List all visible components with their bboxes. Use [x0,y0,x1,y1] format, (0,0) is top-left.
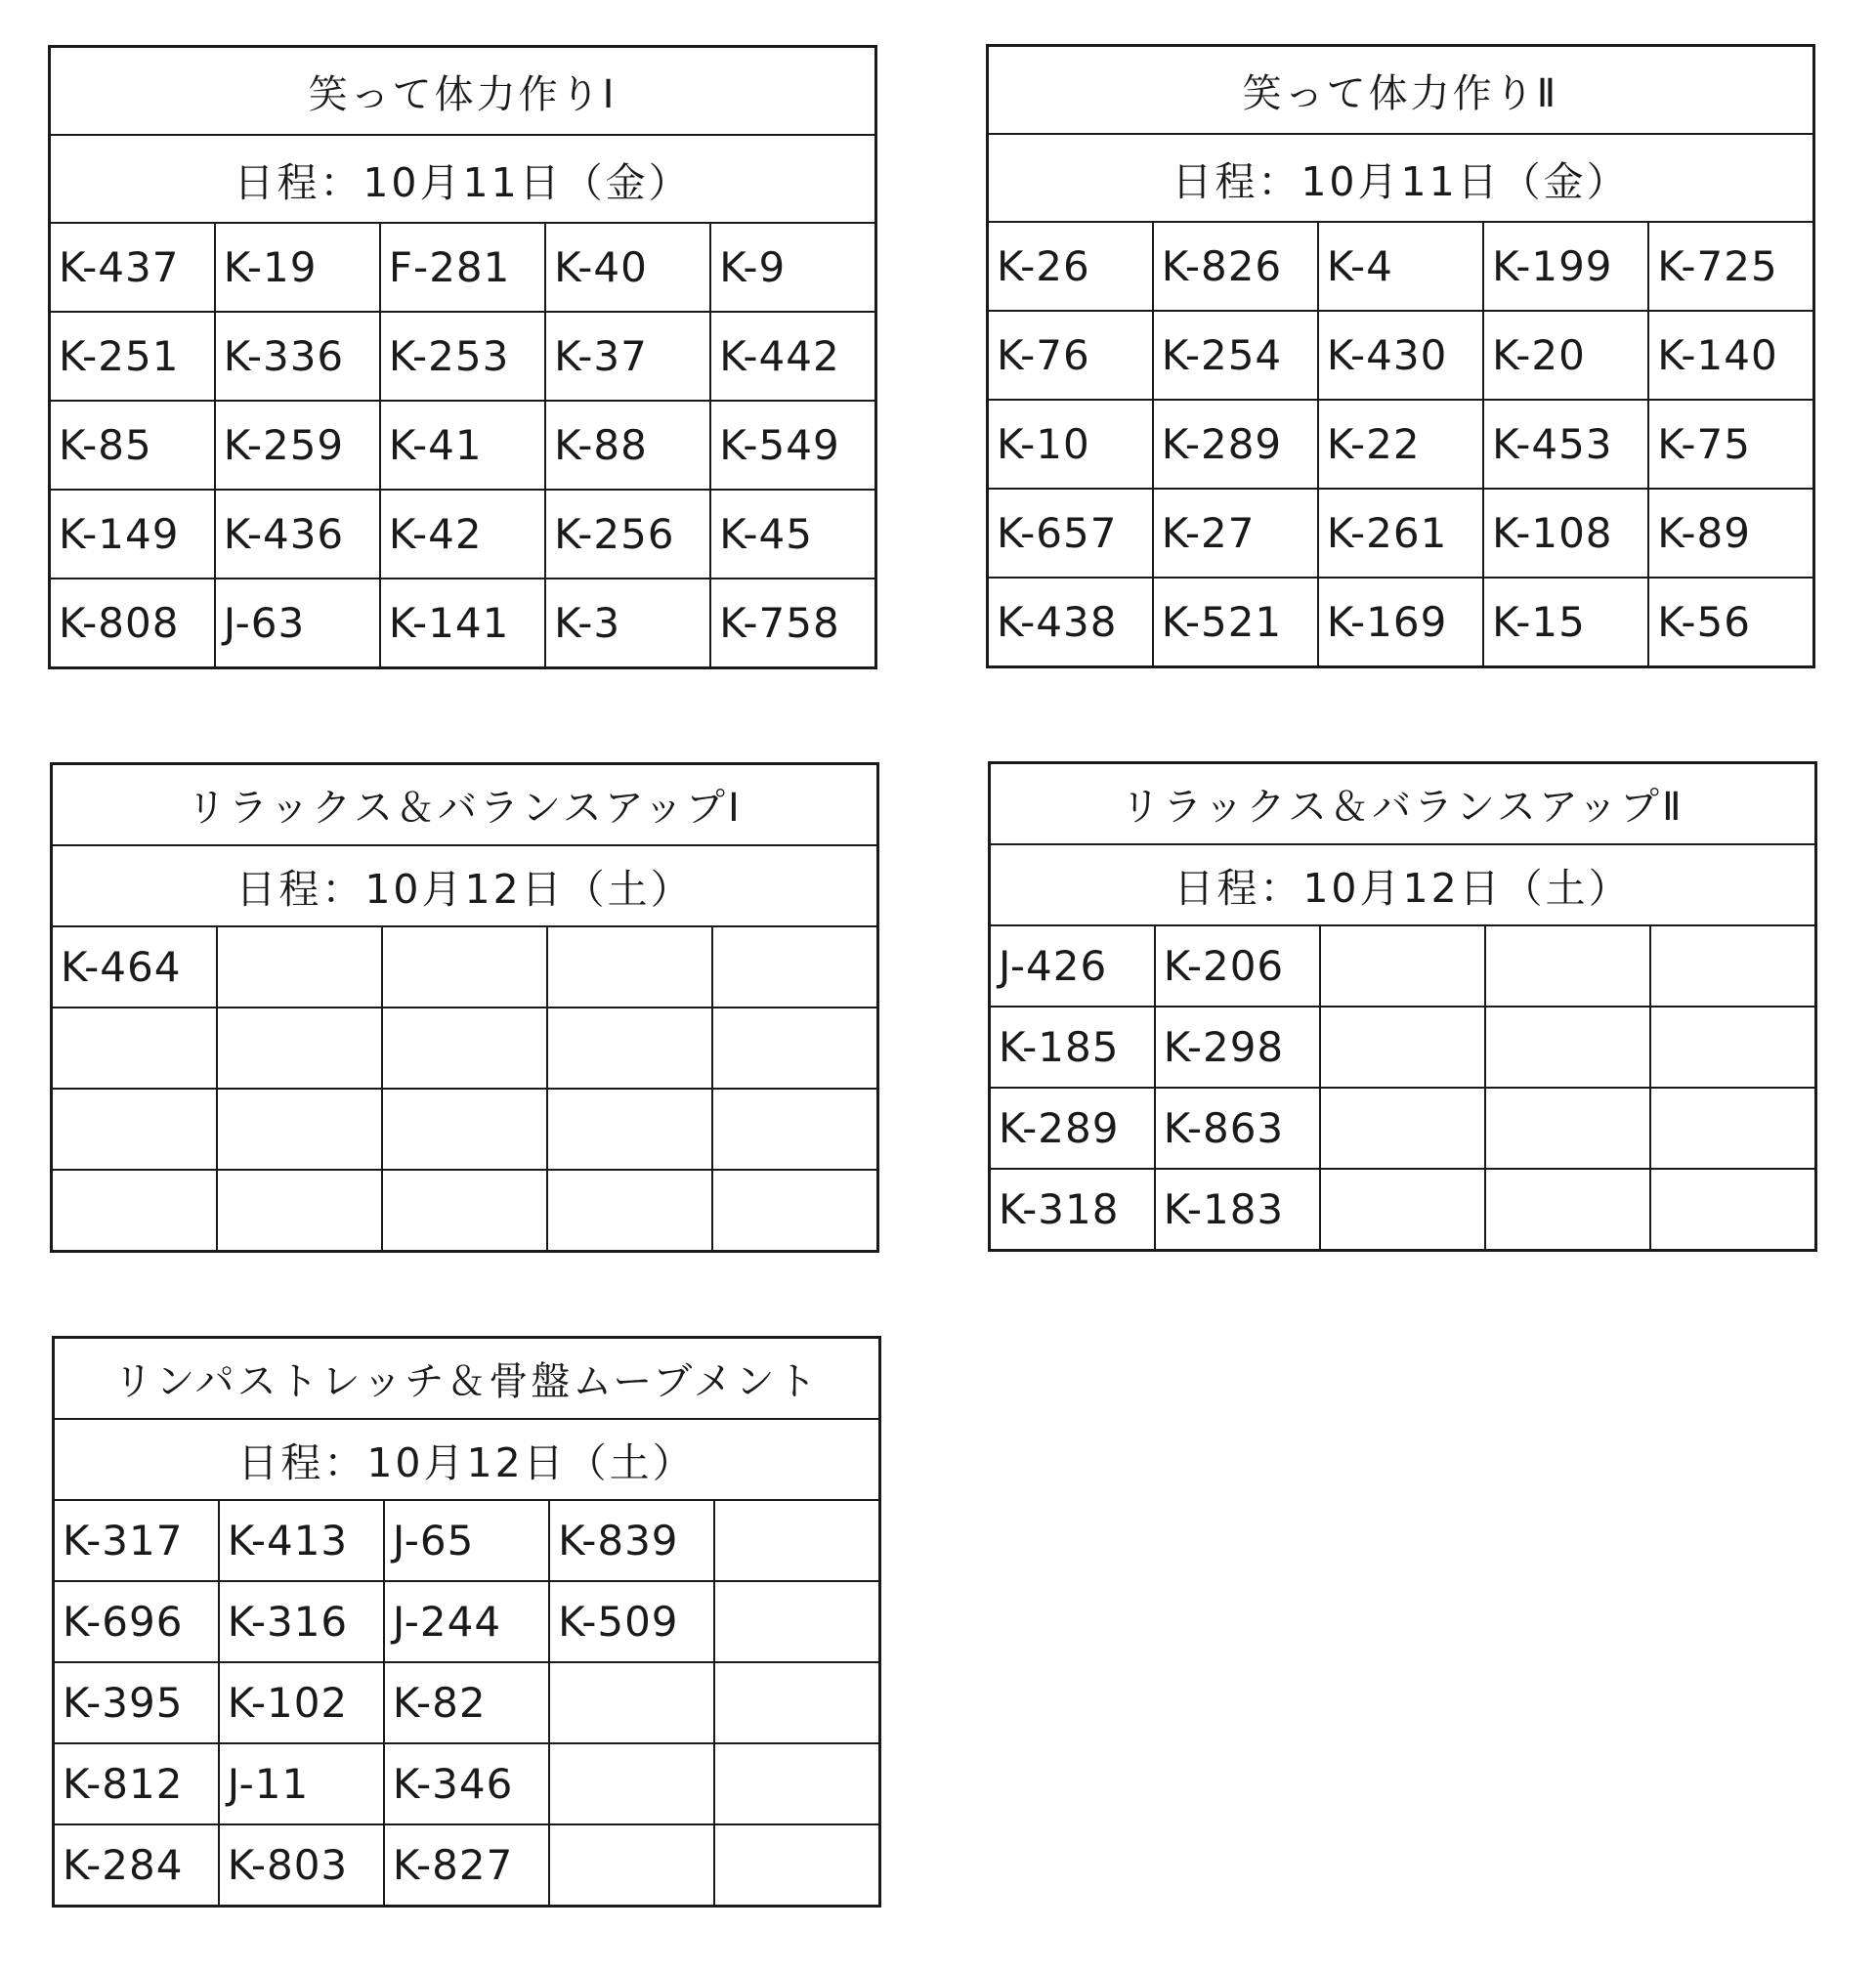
participant-id-cell [52,1170,217,1252]
participant-id-cell: K-82 [384,1662,549,1743]
table-title: 笑って体力作りⅠ [50,47,876,136]
table-row [988,578,1814,667]
participant-id-cell: K-259 [215,401,380,490]
participant-id-cell: K-318 [990,1169,1155,1251]
participant-id-cell [1650,1169,1815,1251]
participant-id-cell [547,1170,712,1252]
participant-id-cell: K-808 [50,579,215,668]
table-row [988,311,1814,400]
table-row [52,1008,878,1089]
participant-id-cell [712,1089,877,1170]
participant-id-cell: K-316 [219,1581,384,1662]
participant-id-cell: K-725 [1648,222,1813,311]
participant-id-cell [1320,1169,1485,1251]
participant-id-cell [217,1089,382,1170]
participant-id-cell: K-251 [50,312,215,401]
participant-id-cell: K-149 [50,490,215,579]
participant-id-cell [714,1743,879,1824]
participant-id-cell [382,1170,547,1252]
participant-id-cell: K-76 [988,311,1153,400]
participant-id-cell: J-63 [215,579,380,668]
participant-id-cell: K-657 [988,489,1153,578]
participant-id-cell: K-289 [990,1088,1155,1169]
participant-id-cell [1650,1007,1815,1088]
participant-id-cell: J-244 [384,1581,549,1662]
participant-id-cell: K-346 [384,1743,549,1824]
table-row [990,1088,1816,1169]
participant-id-cell: K-549 [710,401,875,490]
participant-id-cell [1320,925,1485,1007]
table-date: 日程：10月11日（金） [50,135,876,223]
participant-id-cell [714,1824,879,1907]
participant-id-cell: K-102 [219,1662,384,1743]
participant-id-cell [1485,1169,1650,1251]
participant-id-cell [712,1170,877,1252]
participant-id-cell [217,926,382,1008]
participant-id-cell [52,1089,217,1170]
participant-id-cell: K-27 [1153,489,1318,578]
participant-id-cell: K-253 [380,312,545,401]
table-date: 日程：10月12日（土） [54,1419,880,1500]
table-row [990,925,1816,1007]
participant-id-cell [1485,1007,1650,1088]
participant-id-cell: K-442 [710,312,875,401]
participant-id-cell: K-317 [54,1500,219,1581]
participant-id-cell: K-15 [1483,578,1648,667]
participant-id-cell [382,1089,547,1170]
participant-id-cell: K-758 [710,579,875,668]
participant-id-cell: K-696 [54,1581,219,1662]
table-row [988,400,1814,489]
participant-id-cell: K-206 [1155,925,1320,1007]
schedule-table-relax-balance-2 [988,761,1817,1252]
participant-id-cell [1650,925,1815,1007]
participant-id-cell [1650,1088,1815,1169]
table-row [52,926,878,1008]
table-date: 日程：10月12日（土） [990,844,1816,925]
table-row [54,1500,880,1581]
table-row [54,1662,880,1743]
table-row [54,1824,880,1907]
participant-id-cell [547,926,712,1008]
participant-id-cell [1485,925,1650,1007]
participant-id-cell: K-26 [988,222,1153,311]
participant-id-cell: K-20 [1483,311,1648,400]
participant-id-cell: K-19 [215,223,380,312]
participant-id-cell: K-803 [219,1824,384,1907]
table-row [50,223,876,312]
participant-id-cell: K-40 [545,223,710,312]
participant-id-cell: K-827 [384,1824,549,1907]
participant-id-cell [712,1008,877,1089]
participant-id-cell: K-41 [380,401,545,490]
schedule-table-laugh-fitness-1 [48,45,877,669]
participant-id-cell: K-183 [1155,1169,1320,1251]
table-row [52,1089,878,1170]
participant-id-cell: K-9 [710,223,875,312]
table-title: リラックス＆バランスアップⅡ [990,763,1816,845]
participant-id-cell: K-108 [1483,489,1648,578]
participant-id-cell: K-141 [380,579,545,668]
participant-id-cell: K-85 [50,401,215,490]
table-row [988,222,1814,311]
participant-id-cell [714,1581,879,1662]
participant-id-cell: K-289 [1153,400,1318,489]
participant-id-cell: K-75 [1648,400,1813,489]
table-title: リンパストレッチ＆骨盤ムーブメント [54,1338,880,1420]
participant-id-cell: K-4 [1318,222,1483,311]
participant-id-cell: K-37 [545,312,710,401]
participant-id-cell: K-169 [1318,578,1483,667]
schedule-table-laugh-fitness-2 [986,44,1815,668]
participant-id-cell [1320,1088,1485,1169]
participant-id-cell: K-812 [54,1743,219,1824]
participant-id-cell [52,1008,217,1089]
table-row [52,1170,878,1252]
participant-id-cell: K-254 [1153,311,1318,400]
participant-id-cell: K-863 [1155,1088,1320,1169]
participant-id-cell: K-3 [545,579,710,668]
table-date: 日程：10月12日（土） [52,845,878,926]
participant-id-cell [217,1170,382,1252]
participant-id-cell: K-199 [1483,222,1648,311]
participant-id-cell: K-185 [990,1007,1155,1088]
table-row [54,1581,880,1662]
participant-id-cell [382,1008,547,1089]
table-row [50,490,876,579]
participant-id-cell: K-395 [54,1662,219,1743]
participant-id-cell [1485,1088,1650,1169]
participant-id-cell: K-88 [545,401,710,490]
participant-id-cell: F-281 [380,223,545,312]
participant-id-cell [714,1500,879,1581]
participant-id-cell [712,926,877,1008]
participant-id-cell [714,1662,879,1743]
participant-id-cell: K-140 [1648,311,1813,400]
participant-id-cell: K-464 [52,926,217,1008]
schedule-table-relax-balance-1 [50,762,879,1253]
participant-id-cell: K-437 [50,223,215,312]
participant-id-cell: K-45 [710,490,875,579]
participant-id-cell: K-56 [1648,578,1813,667]
participant-id-cell: K-336 [215,312,380,401]
participant-id-cell: J-11 [219,1743,384,1824]
participant-id-cell [547,1089,712,1170]
table-row [990,1169,1816,1251]
table-row [988,489,1814,578]
participant-id-cell [549,1824,714,1907]
participant-id-cell: K-89 [1648,489,1813,578]
participant-id-cell: K-284 [54,1824,219,1907]
participant-id-cell: K-22 [1318,400,1483,489]
table-row [50,312,876,401]
participant-id-cell: K-438 [988,578,1153,667]
table-row [50,579,876,668]
participant-id-cell [549,1743,714,1824]
participant-id-cell: K-42 [380,490,545,579]
participant-id-cell [382,926,547,1008]
participant-id-cell: K-453 [1483,400,1648,489]
participant-id-cell: K-839 [549,1500,714,1581]
table-title: リラックス＆バランスアップⅠ [52,764,878,846]
participant-id-cell [549,1662,714,1743]
participant-id-cell [1320,1007,1485,1088]
participant-id-cell: K-261 [1318,489,1483,578]
participant-id-cell: K-10 [988,400,1153,489]
participant-id-cell: J-65 [384,1500,549,1581]
participant-id-cell: K-521 [1153,578,1318,667]
participant-id-cell: K-430 [1318,311,1483,400]
participant-id-cell [217,1008,382,1089]
participant-id-cell: K-298 [1155,1007,1320,1088]
participant-id-cell: K-436 [215,490,380,579]
table-row [54,1743,880,1824]
table-row [50,401,876,490]
table-row [990,1007,1816,1088]
participant-id-cell: K-256 [545,490,710,579]
participant-id-cell: K-826 [1153,222,1318,311]
participant-id-cell: J-426 [990,925,1155,1007]
participant-id-cell [547,1008,712,1089]
schedule-table-lymph-stretch [52,1336,881,1908]
participant-id-cell: K-509 [549,1581,714,1662]
participant-id-cell: K-413 [219,1500,384,1581]
table-date: 日程：10月11日（金） [988,134,1814,222]
table-title: 笑って体力作りⅡ [988,46,1814,135]
